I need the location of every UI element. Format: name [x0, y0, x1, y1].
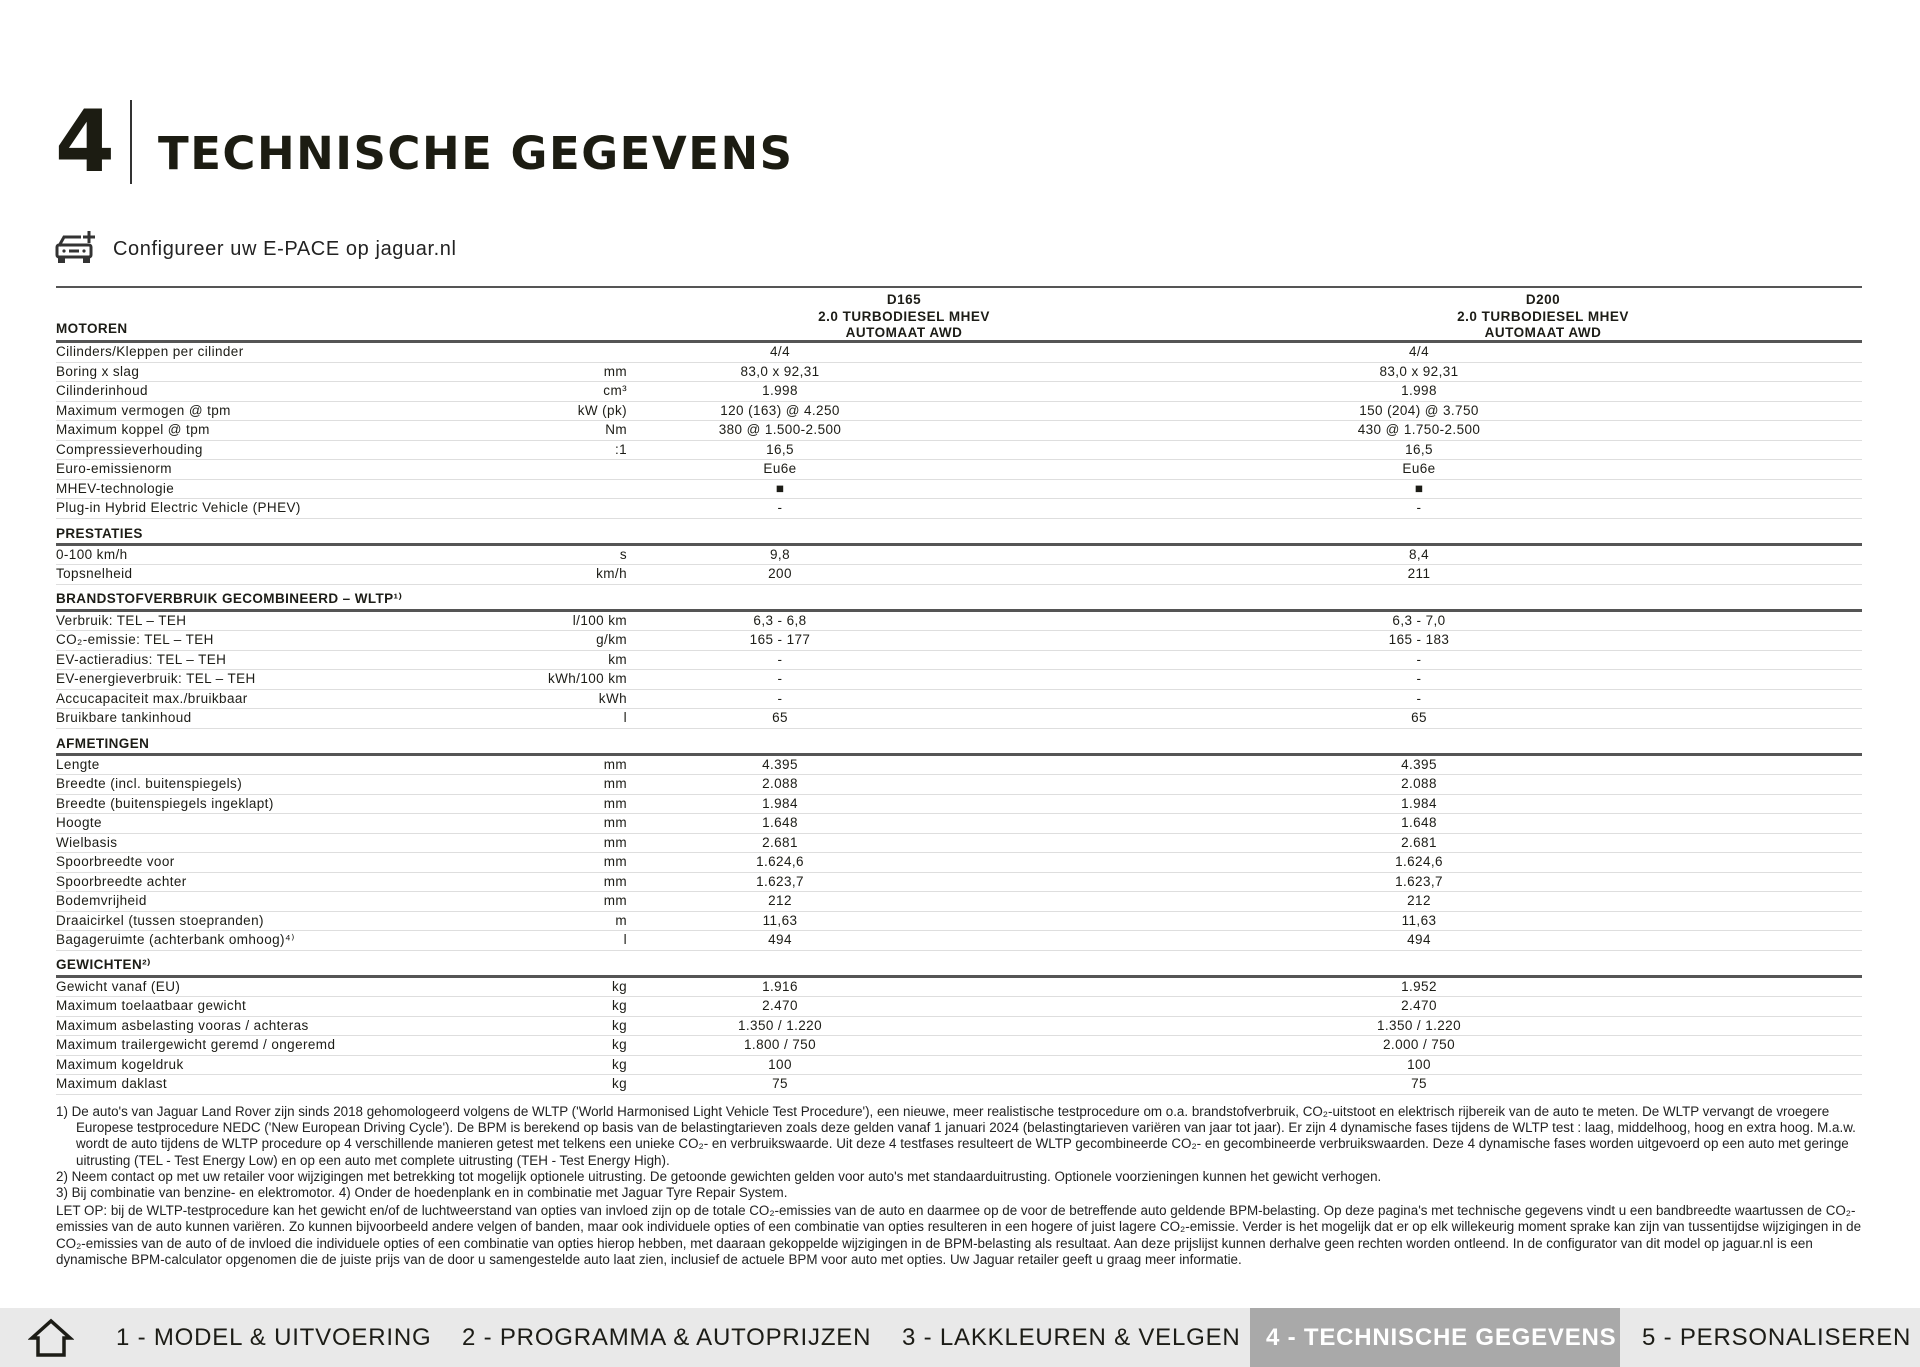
- row-unit: kWh: [598, 690, 627, 706]
- row-label: Maximum vermogen @ tpm: [56, 402, 231, 418]
- row-label: MHEV-technologie: [56, 480, 175, 496]
- value-d165: 83,0 x 92,31: [740, 363, 820, 379]
- row-unit: mm: [603, 873, 627, 889]
- row-unit: l/100 km: [572, 612, 627, 628]
- column-engine: 2.0 TURBODIESEL MHEV: [818, 308, 990, 324]
- value-d200: -: [1416, 651, 1422, 667]
- value-d200: 11,63: [1401, 912, 1437, 928]
- row-label: Breedte (buitenspiegels ingeklapt): [56, 795, 274, 811]
- row-label: Maximum daklast: [56, 1076, 168, 1091]
- section-header: [56, 585, 1862, 612]
- table-row: [56, 709, 1862, 729]
- value-d165: 200: [768, 566, 792, 581]
- value-d165: 100: [768, 1056, 792, 1072]
- value-d200: 1.984: [1401, 795, 1437, 811]
- section-title: GEWICHTEN²⁾: [56, 956, 151, 972]
- nav-programma-autoprijzen[interactable]: 2 - PROGRAMMA & AUTOPRIJZEN: [462, 1324, 872, 1351]
- value-d165: 1.800 / 750: [744, 1037, 816, 1052]
- value-d165: 4.395: [762, 756, 798, 772]
- table-header: [56, 288, 1862, 343]
- column-header-d200: [1363, 292, 1723, 342]
- table-row: [56, 651, 1862, 671]
- row-unit: s: [619, 546, 627, 562]
- section-header: [56, 729, 1862, 756]
- table-row: [56, 363, 1862, 383]
- value-d165: 1.350 / 1.220: [737, 1017, 823, 1033]
- configure-link[interactable]: [55, 230, 457, 269]
- value-d200: 16,5: [1405, 441, 1433, 457]
- row-label: EV-energieverbruik: TEL – TEH: [56, 671, 256, 686]
- row-unit: kWh/100 km: [547, 671, 627, 686]
- row-unit: m: [615, 912, 627, 928]
- column-header-d165: [724, 292, 1084, 342]
- row-unit: kg: [611, 1076, 627, 1091]
- nav-personaliseren[interactable]: 5 - PERSONALISEREN: [1642, 1324, 1912, 1351]
- table-row: [56, 834, 1862, 854]
- value-d165: 1.623,7: [756, 873, 804, 889]
- value-d165: 4/4: [770, 344, 790, 359]
- table-row: [56, 997, 1862, 1017]
- table-row: [56, 756, 1862, 776]
- value-d200: 494: [1407, 932, 1431, 947]
- row-label: Maximum kogeldruk: [56, 1056, 184, 1072]
- section-title-motoren: MOTOREN: [56, 321, 128, 336]
- row-unit: km: [608, 651, 627, 667]
- title-divider: [130, 100, 132, 184]
- row-unit: kW (pk): [577, 402, 627, 418]
- value-d200: 1.624,6: [1395, 854, 1443, 869]
- row-label: Maximum toelaatbaar gewicht: [56, 998, 247, 1013]
- value-d200: 6,3 - 7,0: [1392, 612, 1446, 628]
- let-op-note: LET OP: bij de WLTP-testprocedure kan het gewicht en/of de luchtweerstand van opties van invloed zijn op de totale CO₂-emissies van de auto en daarmee op de voor de betreffende auto geldende BPM-belasting. Op deze pagina's met technische gegevens vindt u een bandbreedte waartussen de CO₂-emissies van de auto kunnen variëren. Zo kunnen bijvoorbeeld andere velgen of banden, maar ook individuele opties of een combinatie van opties resulteren in een hogere of juist lagere CO₂-emissie. Verder is het mogelijk dat er op elk willekeurig moment sprake kan zijn van tussentijdse wijzigingen in de CO₂-emissies van de auto of de invloed die individuele opties of een combinatie van opties hierop hebben, met daaraan gekoppelde wijzigingen in de BPM-belasting als resultaat. Aan deze prijslijst kunnen derhalve geen rechten worden ontleend. In de configurator van dit model op jaguar.nl is een dynamische BPM-calculator opgenomen die de juiste prijs van de door u samengestelde auto laat zien, inclusief de actuele BPM voor auto met opties. Uw Jaguar retailer geeft u graag meer informatie.: [56, 1203, 1862, 1267]
- row-label: Bruikbare tankinhoud: [56, 710, 192, 725]
- table-row: [56, 775, 1862, 795]
- value-d165: 2.681: [762, 834, 798, 850]
- row-label: Lengte: [56, 756, 100, 772]
- column-engine: 2.0 TURBODIESEL MHEV: [1457, 308, 1629, 324]
- row-unit: kg: [611, 1037, 627, 1052]
- table-row: [56, 978, 1862, 998]
- table-row: [56, 1017, 1862, 1037]
- value-d200: 165 - 183: [1388, 632, 1450, 647]
- footnotes: [56, 1104, 1866, 1268]
- row-unit: kg: [611, 998, 627, 1013]
- footnote-1: 1) De auto's van Jaguar Land Rover zijn sinds 2018 gehomologeerd volgens de WLTP ('World Harmonised Light Vehicle Test Procedure'), een nieuwe, meer realistische testprocedure om o.a. brandstofverbruik, CO₂-uitstoot en elektrisch rijbereik van de auto te meten. De WLTP vervangt de vroegere Europese testprocedure NEDC ('New European Driving Cycle'). De BPM is berekend op basis van de belastingtarieven zoals deze gelden vanaf 1 januari 2024 (belastingtarieven variëren van jaar tot jaar). Er zijn 4 dynamische fases tijdens de WLTP test : laag, middelhoog, hoog en extra hoog. M.a.w. wordt de auto tijdens de WLTP procedure op 4 verschillende manieren getest met telkens een unieke CO₂- en verbruikswaarde. Uit deze 4 testfases resulteert de WLTP gecombineerde CO₂- en gecombineerde verbruikswaarden. Deze 4 dynamische fases worden uitgevoerd op een auto met geringe uitrusting (TEL - Test Energy Low) en op een auto met complete uitrusting (TEH - Test Energy High).: [56, 1104, 1856, 1168]
- row-label: Wielbasis: [56, 834, 118, 850]
- row-unit: cm³: [603, 383, 627, 398]
- row-label: Verbruik: TEL – TEH: [56, 612, 187, 628]
- row-unit: mm: [603, 854, 627, 869]
- row-unit: mm: [603, 756, 627, 772]
- value-d165: 75: [772, 1076, 788, 1091]
- value-d200: 212: [1407, 893, 1431, 908]
- row-label: Euro-emissienorm: [56, 461, 172, 476]
- row-unit: :1: [614, 441, 627, 457]
- column-drive: AUTOMAAT AWD: [845, 325, 963, 340]
- row-unit: kg: [611, 1017, 627, 1033]
- value-d200: 1.648: [1401, 815, 1437, 830]
- row-label: Compressieverhouding: [56, 441, 203, 457]
- column-model: D165: [886, 292, 922, 307]
- table-row: [56, 912, 1862, 932]
- row-label: Topsnelheid: [56, 566, 133, 581]
- value-d165: 1.916: [762, 978, 798, 994]
- section-title: AFMETINGEN: [56, 735, 150, 751]
- value-d165: 2.088: [762, 776, 798, 791]
- table-row: [56, 441, 1862, 461]
- table-row: [56, 480, 1862, 500]
- spec-table: [56, 286, 1862, 1095]
- value-d200: 2.681: [1401, 834, 1437, 850]
- row-label: Hoogte: [56, 815, 102, 830]
- page-title: TECHNISCHE GEGEVENS: [158, 127, 794, 180]
- row-label: CO₂-emissie: TEL – TEH: [56, 632, 214, 647]
- row-label: Breedte (incl. buitenspiegels): [56, 776, 243, 791]
- value-d200: 2.000 / 750: [1383, 1037, 1455, 1052]
- value-d200: 211: [1407, 566, 1431, 581]
- home-icon[interactable]: [28, 1318, 74, 1358]
- table-row: [56, 873, 1862, 893]
- row-label: 0-100 km/h: [56, 546, 128, 562]
- value-d200: -: [1416, 671, 1422, 686]
- value-d165: 1.984: [762, 795, 798, 811]
- value-d165: -: [777, 671, 783, 686]
- value-d200: 100: [1407, 1056, 1431, 1072]
- row-unit: mm: [603, 776, 627, 791]
- value-d200: 65: [1411, 710, 1427, 725]
- row-unit: l: [623, 932, 627, 947]
- table-row: [56, 690, 1862, 710]
- value-d165: 380 @ 1.500-2.500: [718, 422, 842, 437]
- car-plus-icon: [55, 230, 97, 269]
- row-label: Bagageruimte (achterbank omhoog)⁴⁾: [56, 932, 295, 947]
- value-d200: Eu6e: [1402, 461, 1436, 476]
- value-d165: 6,3 - 6,8: [753, 612, 807, 628]
- table-row: [56, 546, 1862, 566]
- row-label: Maximum asbelasting vooras / achteras: [56, 1017, 309, 1033]
- value-d165: -: [777, 690, 783, 706]
- row-unit: kg: [611, 1056, 627, 1072]
- value-d200: 83,0 x 92,31: [1379, 363, 1459, 379]
- value-d200: 2.470: [1401, 998, 1437, 1013]
- value-d165: 11,63: [762, 912, 798, 928]
- table-row: [56, 892, 1862, 912]
- value-d165: 165 - 177: [749, 632, 811, 647]
- value-d165: 1.998: [762, 383, 798, 398]
- table-body: [56, 343, 1862, 1095]
- footnote-3-4: 3) Bij combinatie van benzine- en elektromotor. 4) Onder de hoedenplank en in combinatie met Jaguar Tyre Repair System.: [56, 1185, 788, 1201]
- value-d200: 1.623,7: [1395, 873, 1443, 889]
- value-d200: 2.088: [1401, 776, 1437, 791]
- row-label: Cilinderinhoud: [56, 383, 148, 398]
- table-row: [56, 670, 1862, 690]
- table-row: [56, 402, 1862, 422]
- table-row: [56, 343, 1862, 363]
- table-row: [56, 460, 1862, 480]
- value-d165: 9,8: [770, 546, 790, 562]
- value-d200: 8,4: [1409, 546, 1429, 562]
- value-d165: 2.470: [762, 998, 798, 1013]
- table-row: [56, 631, 1862, 651]
- section-header: [56, 519, 1862, 546]
- row-unit: mm: [603, 815, 627, 830]
- value-d165: -: [777, 651, 783, 667]
- value-d165: 1.648: [762, 815, 798, 830]
- configure-link-text[interactable]: Configureer uw E-PACE op jaguar.nl: [113, 238, 457, 260]
- value-d165: 120 (163) @ 4.250: [720, 402, 840, 418]
- row-label: Draaicirkel (tussen stoepranden): [56, 912, 264, 928]
- row-unit: mm: [603, 363, 627, 379]
- table-row: [56, 795, 1862, 815]
- row-unit: g/km: [596, 632, 627, 647]
- row-label: Bodemvrijheid: [56, 893, 147, 908]
- bottom-navigation: [0, 1308, 1920, 1367]
- table-row: [56, 814, 1862, 834]
- table-row: [56, 1036, 1862, 1056]
- row-unit: Nm: [605, 422, 627, 437]
- row-label: Spoorbreedte voor: [56, 854, 175, 869]
- table-row: [56, 612, 1862, 632]
- row-label: EV-actieradius: TEL – TEH: [56, 651, 227, 667]
- row-unit: km/h: [596, 566, 627, 581]
- row-label: Cilinders/Kleppen per cilinder: [56, 344, 244, 359]
- value-d200: ■: [1414, 480, 1424, 496]
- table-row: [56, 1075, 1862, 1095]
- row-unit: mm: [603, 795, 627, 811]
- table-row: [56, 853, 1862, 873]
- value-d200: 4/4: [1409, 344, 1429, 359]
- column-model: D200: [1525, 292, 1561, 307]
- row-label: Maximum koppel @ tpm: [56, 422, 210, 437]
- row-label: Spoorbreedte achter: [56, 873, 187, 889]
- row-label: Accucapaciteit max./bruikbaar: [56, 690, 248, 706]
- value-d200: 1.998: [1401, 383, 1437, 398]
- value-d165: -: [777, 500, 783, 515]
- table-row: [56, 1056, 1862, 1076]
- footnote-2: 2) Neem contact op met uw retailer voor wijzigingen met betrekking tot mogelijk optionele uitrusting. De getoonde gewichten gelden voor auto's met standaarduitrusting. Optionele voorzieningen kunnen het gewicht verhogen.: [56, 1168, 1382, 1184]
- row-unit: kg: [611, 978, 627, 994]
- row-label: Plug-in Hybrid Electric Vehicle (PHEV): [56, 500, 301, 515]
- row-unit: mm: [603, 893, 627, 908]
- table-row: [56, 382, 1862, 402]
- nav-lakkleuren-velgen[interactable]: 3 - LAKKLEUREN & VELGEN: [902, 1324, 1241, 1351]
- value-d200: 150 (204) @ 3.750: [1359, 402, 1479, 418]
- value-d200: 1.350 / 1.220: [1376, 1017, 1462, 1033]
- section-title: PRESTATIES: [56, 525, 143, 541]
- nav-model-uitvoering[interactable]: 1 - MODEL & UITVOERING: [116, 1324, 432, 1351]
- row-label: Gewicht vanaf (EU): [56, 978, 181, 994]
- value-d165: 16,5: [766, 441, 794, 457]
- value-d165: ■: [775, 480, 785, 496]
- value-d200: -: [1416, 690, 1422, 706]
- value-d200: 430 @ 1.750-2.500: [1357, 422, 1481, 437]
- row-label: Boring x slag: [56, 363, 140, 379]
- nav-technische-gegevens[interactable]: 4 - TECHNISCHE GEGEVENS: [1250, 1308, 1620, 1367]
- row-label: Maximum trailergewicht geremd / ongeremd: [56, 1037, 336, 1052]
- chapter-number: 4: [55, 92, 115, 192]
- value-d165: 212: [768, 893, 792, 908]
- value-d200: 1.952: [1401, 978, 1437, 994]
- section-header: [56, 951, 1862, 978]
- table-row: [56, 499, 1862, 519]
- row-unit: mm: [603, 834, 627, 850]
- table-row: [56, 931, 1862, 951]
- row-unit: l: [623, 710, 627, 725]
- table-row: [56, 565, 1862, 585]
- column-drive: AUTOMAAT AWD: [1484, 325, 1602, 340]
- table-row: [56, 421, 1862, 441]
- value-d165: 1.624,6: [756, 854, 804, 869]
- value-d200: 4.395: [1401, 756, 1437, 772]
- section-title: BRANDSTOFVERBRUIK GECOMBINEERD – WLTP¹⁾: [56, 590, 403, 606]
- value-d200: 75: [1411, 1076, 1427, 1091]
- value-d165: Eu6e: [763, 461, 797, 476]
- value-d200: -: [1416, 500, 1422, 515]
- value-d165: 494: [768, 932, 792, 947]
- value-d165: 65: [772, 710, 788, 725]
